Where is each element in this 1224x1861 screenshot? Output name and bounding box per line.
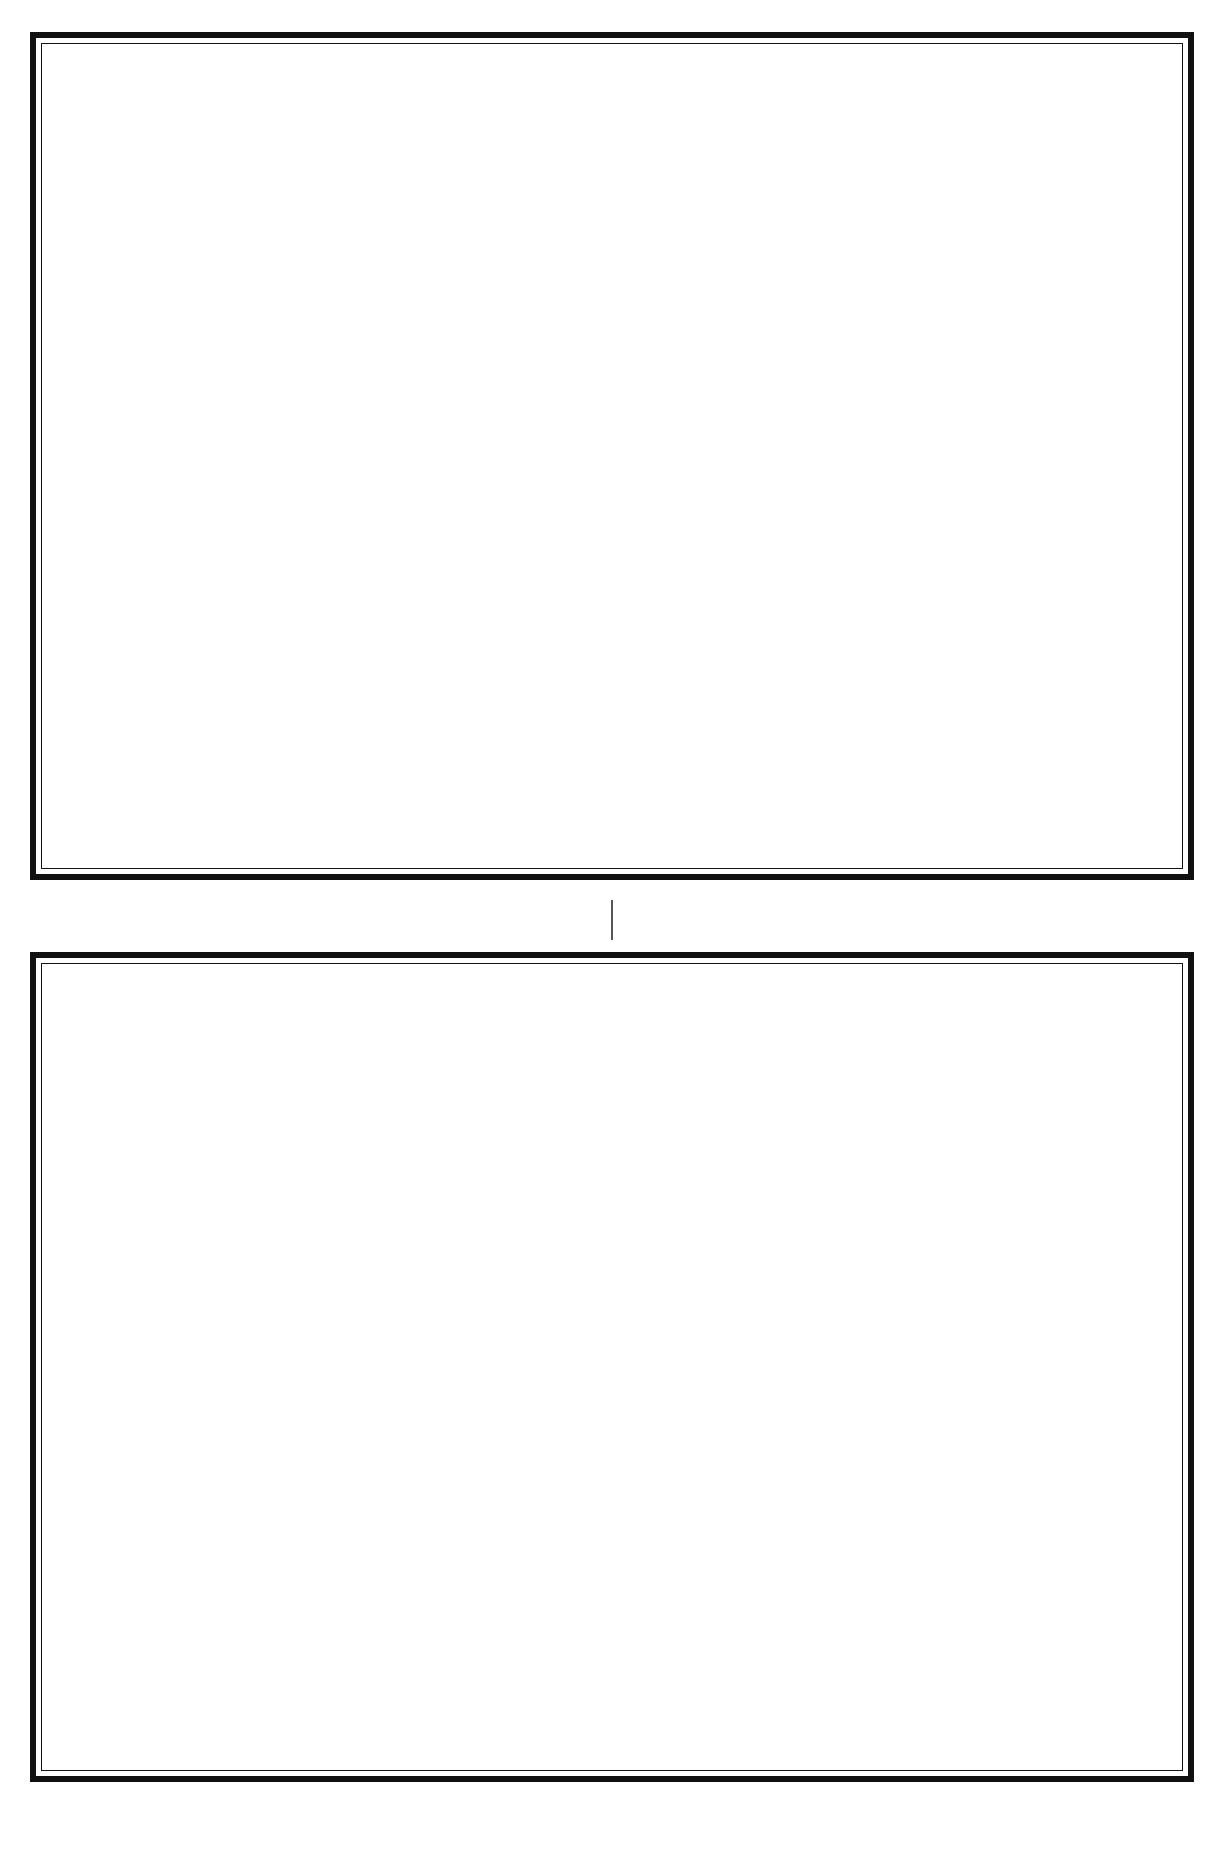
- top-page-columns: [41, 43, 1183, 869]
- page-gutter-line: [611, 900, 613, 940]
- bottom-page-panel: [30, 952, 1194, 1782]
- bottom-page-columns: [41, 963, 1183, 1771]
- top-page-panel: [30, 32, 1194, 880]
